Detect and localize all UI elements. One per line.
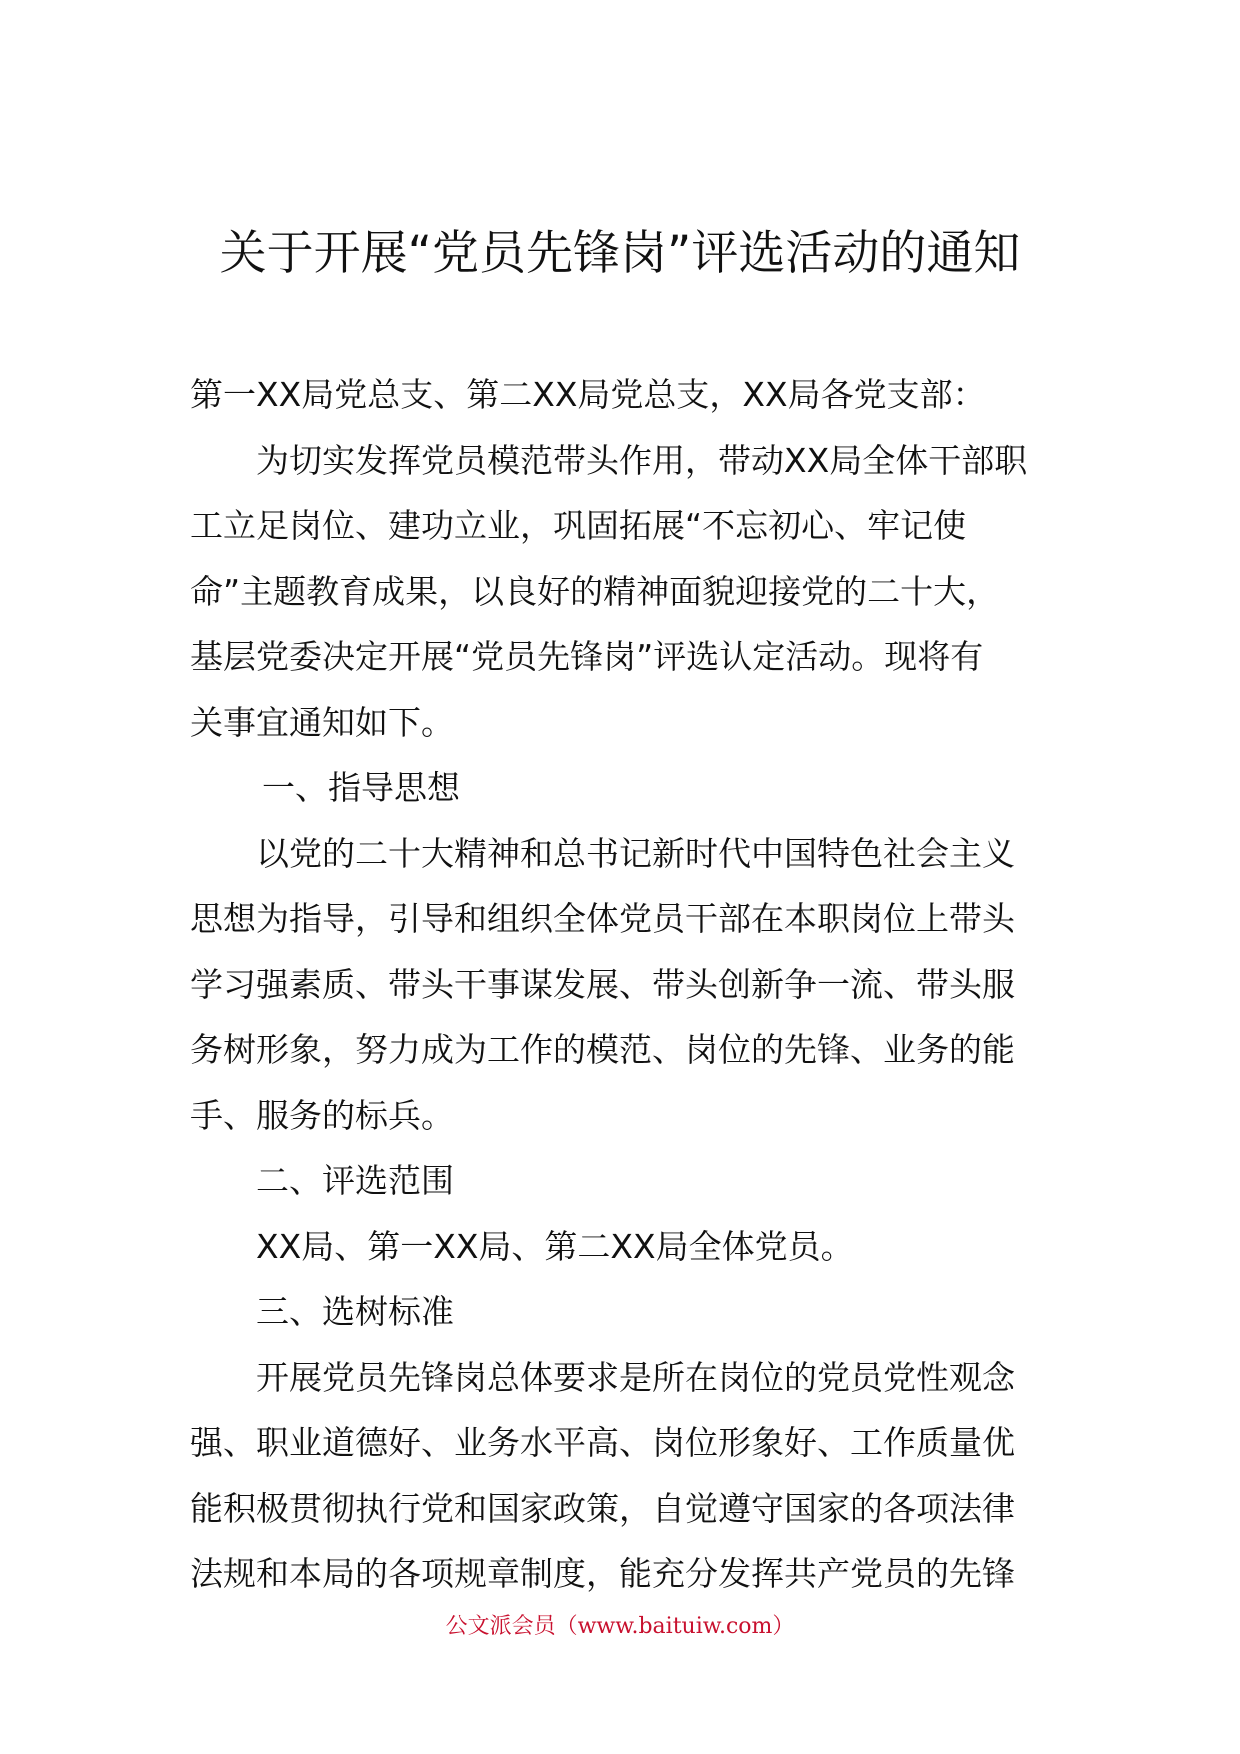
paragraph-line: 开展党员先锋岗总体要求是所在岗位的党员党性观念 (256, 1357, 1015, 1397)
paragraph-line: 以党的二十大精神和总书记新时代中国特色社会主义 (256, 833, 1015, 873)
paragraph-line: XX局、第一XX局、第二XX局全体党员。 (256, 1226, 854, 1266)
paragraph-line: 能积极贯彻执行党和国家政策，自觉遵守国家的各项法律 (190, 1488, 1015, 1528)
paragraph-line: 关事宜通知如下。 (190, 702, 454, 742)
section-heading-3: 三、选树标准 (256, 1292, 454, 1331)
document-title: 关于开展“党员先锋岗”评选活动的通知 (219, 226, 1021, 281)
document-body (190, 362, 1060, 1607)
paragraph-line: 学习强素质、带头干事谋发展、带头创新争一流、带头服 (190, 964, 1015, 1004)
paragraph-line: 工立足岗位、建功立业，巩固拓展“不忘初心、牢记使 (190, 506, 967, 545)
footer-watermark: 公文派会员（www.baituiw.com） (445, 1614, 795, 1639)
paragraph-line: 手、服务的标兵。 (190, 1095, 454, 1135)
paragraph-line: 强、职业道德好、业务水平高、岗位形象好、工作质量优 (190, 1423, 1015, 1462)
section-heading-1: 一、指导思想 (262, 768, 460, 807)
paragraph-line: 基层党委决定开展“党员先锋岗”评选认定活动。现将有 (190, 637, 984, 676)
paragraph-line: 法规和本局的各项规章制度，能充分发挥共产党员的先锋 (190, 1554, 1015, 1593)
paragraph-line: 为切实发挥党员模范带头作用，带动XX局全体干部职 (256, 440, 1028, 480)
paragraph-line: 思想为指导，引导和组织全体党员干部在本职岗位上带头 (190, 899, 1015, 938)
section-heading-2: 二、评选范围 (256, 1161, 454, 1200)
paragraph-line: 命”主题教育成果，以良好的精神面貌迎接党的二十大， (190, 571, 1000, 611)
salutation-line: 第一XX局党总支、第二XX局党总支，XX局各党支部： (190, 375, 986, 414)
paragraph-line: 务树形象，努力成为工作的模范、岗位的先锋、业务的能 (190, 1030, 1015, 1069)
